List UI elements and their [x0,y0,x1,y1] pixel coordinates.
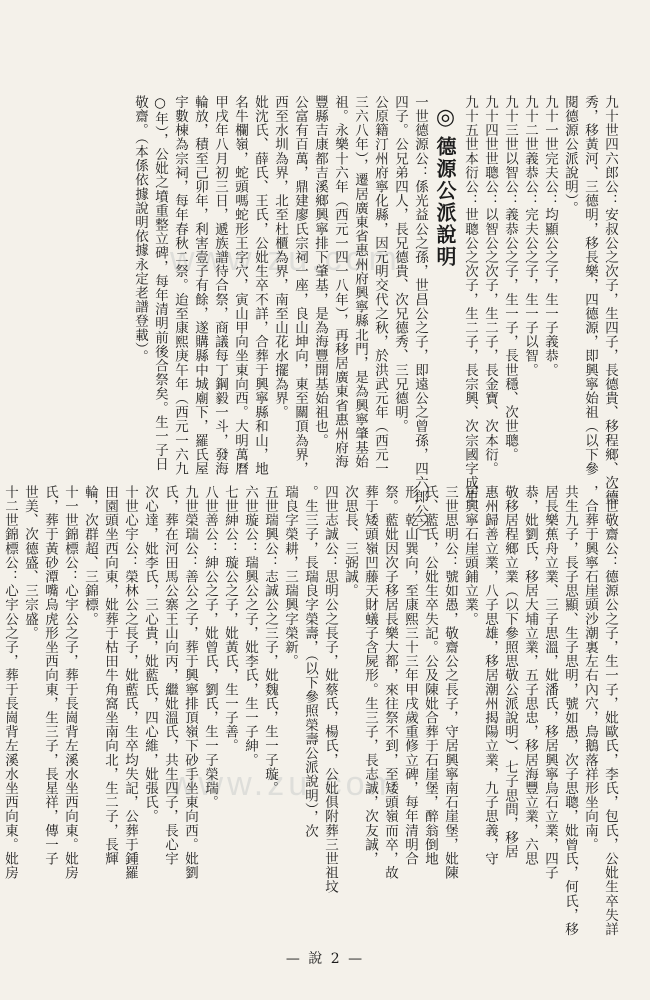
text-column: 次心達，妣李氏，三心貴，妣藍氏，四心維，妣張氏。 [142,485,158,824]
text-column: 祭。藍妣因次子移居長樂大都，來往祭不到，至矮頭嶺而卒，故 [382,485,398,880]
text-column: ，合葬于興寧石崖頭沙潮裏左右內穴，鳥鵝落祥形坐向南。 [582,485,598,852]
text-column: 敬移居程鄉立業（以下參照思敬公派說明）、七子思問，移居 [502,485,518,859]
watermark: www.zu.com [170,240,401,278]
text-column: 輪，次群超、三錦標。 [82,485,98,626]
text-column: 三世思明公：號如愚，敬齋公之長子，守居興寧南石崖堡，妣陳 [442,485,458,880]
text-column: 四子。公兄弟四人，長兄德貴、次兄德秀、三兄德明。 [392,95,408,434]
text-column: 氏、藍氏，公妣生卒失記。公及陳妣合葬于石崖堡，醉翁倒地 [422,485,438,866]
text-column: 居長樂蕉舟立業、三子思溫，妣潘氏，移居興寧烏石立業，四子 [542,485,558,880]
text-column: 三六八年），遷居廣東省惠州府興寧縣北門，是為興寧肇基始 [352,95,368,469]
text-column: 十一世錦標公：心宇公之子，葬于長崗背左溪水坐西向東。妣房 [62,485,78,880]
text-column: 五世瑞興公：志誠公之三子，妣魏氏，生一子璇。 [262,485,278,796]
text-column: 次思長、三弼誠。 [342,485,358,598]
text-column: 甲戌年八月初三日，遞族譜待合祭，商議每丁鋼毅一斗，發海 [212,95,228,476]
bottom-text-block [2,485,620,937]
text-column: 惠州歸善立業，八子思雄，移居潮州揭陽立業，九子思義，守 [482,485,498,866]
section-heading [430,95,460,455]
text-column: 四世志誠公：思明公之長子，妣蔡氏，楊氏，公妣俱附葬三世祖坟 [322,485,338,894]
top-text-block [132,95,620,533]
text-column: 田園頭坐西向東，妣葬于枯田牛角窩坐南向北，生二子，長輝 [102,485,118,866]
text-column: 九十世四六郎公：安叔公之次子，生四子，長德貴、移程鄉、次德 [602,95,618,504]
text-column: 輪放，積至己卯年，利害壹子有餘，遂購縣中城廟下，羅氏屋 [192,95,208,476]
text-column: 恭，妣劉氏，移居大埔立業，五子思忠，移居海豐立業，六思 [522,485,538,866]
text-column: 六世璇公：瑞興公之子，妣李氏，生一子紳。 [242,485,258,767]
text-column: 形，乾山巽向，至康熙三十三年甲戌歲重修立碑，每年清明合 [402,485,418,866]
text-column: 九十一世完夫公：均顯公之子，生一子義恭。 [542,95,558,377]
text-column: 十世心宇公：榮林公之長子，妣藍氏，生卒均失記，公葬于鍾羅 [122,485,138,880]
text-column: 閱德源公派說明）。 [562,95,578,216]
text-column: 共生九子，長子思顯、生子思明，號如愚，次子思聰，妣曾氏，何氏，移 [562,485,578,937]
text-column: 世美、次德盛、三宗盛。 [22,485,38,641]
text-column: 九世榮瑞公：善公之子，葬于興寧排頂嶺下砂手坐東向西。妣劉 [182,485,198,880]
text-column: 氏，葬在河田馬公寨王山向丙，繼妣溫氏，共生四子，長心宇 [162,485,178,866]
text-column: 葬于矮頭嶺凹藤天財蟻子含屍形。生三子，長志誠，次友誠， [362,485,378,866]
text-column: 九十四世世聰公：以智公之次子，生二子，長金寶、次本衍。 [482,95,498,476]
section-title: 德源公派說明 [433,136,457,268]
text-column: 瑞良字榮耕，三瑞興字榮新。 [282,485,298,669]
page-number: — 說 2 — [285,951,365,967]
text-column: 。生三子，長瑞良字榮壽，（以下參照榮壽公派說明），次 [302,485,318,839]
watermark: www.zu.com [170,765,401,803]
text-column: 妣沈氏、薛氏、王氏，公妣生卒不詳，合葬于興寧縣和山，地 [252,95,268,476]
text-column: 公原籍汀州府寧化縣，因元明交代之秋，於洪武元年（西元一 [372,95,388,476]
text-column: 氏，葬于黃砂潭嘴烏虎形坐西向東，生三子，長星祥，傳一子 [42,485,58,866]
text-column: 八世善公：紳公之子，妣曾氏，劉氏，生一子榮瑞。 [202,485,218,810]
text-column: 二世敬齋公：德源公之子，生一子，妣歐氏，李氏，包氏，公妣生卒失詳 [602,485,618,937]
text-column: ○年），公妣之墳重整立碑，每年清明前後合祭矣。生一子日 [152,95,168,472]
text-column: 名牛欄嶺，蛇頭嗎蛇形王字穴，寅山甲向坐東向西。大明萬曆 [232,95,248,476]
text-column: 九十二世義恭公：完夫公之子，生一子以智。 [522,95,538,377]
text-column: 豐縣吉康都吉溪鄉興寧排下肇基，是為海豐開基始祖也。 [312,95,328,448]
text-column: 公富有百萬，鼎建廖氏宗祠一座，良山坤向，東至關頂為界， [292,95,308,476]
text-column: 西至水圳為界，北至杜櫃為界，南至山花水擺為界。 [272,95,288,420]
text-column: 七世紳公：璇公之子，妣黃氏，生一子善。 [222,485,238,753]
text-column: 祖。永樂十六年（西元一四一八年），再移居廣東省惠州府海 [332,95,348,469]
text-column: 十二世錦標公：心宇公之子，葬于長崗背左溪水坐西向東。妣房 [2,485,18,880]
text-column: 敬齋。（本係依據說明依據永定老譜登載）。 [132,95,148,364]
text-column: 一世德源公：係光益公之孫，世昌公之子，即遠公之曾孫，四六郎公之 [412,95,428,533]
text-column: 九十五世本衍公：世聰公之次子，生二子，長宗興、次宗國字成生 [462,95,478,504]
text-column: 秀，移黃河、三德明，移長樂，四德源，即興寧始祖（以下參 [582,95,598,476]
text-column: 宇數棟為宗祠，每年春秋二祭。迨至康熙庚午年（西元一六九 [172,95,188,476]
text-column: 九十三世以智公：義恭公之子，生一子，長世穩、次世聰。 [502,95,518,462]
circle-mark-icon: ◎ [433,105,458,132]
text-column: 居興寧石崖頭鋪立業。 [462,485,478,626]
